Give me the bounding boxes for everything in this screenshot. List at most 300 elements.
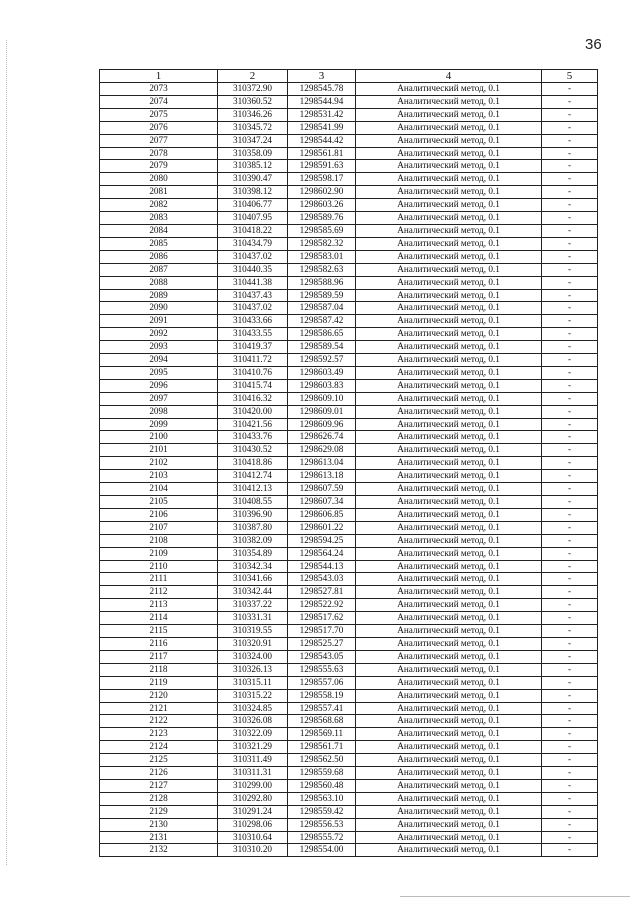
point-number-cell: 2113 — [100, 599, 218, 612]
method-cell: Аналитический метод, 0.1 — [356, 263, 542, 276]
point-number-cell: 2080 — [100, 173, 218, 186]
x-coordinate-cell: 310437.43 — [218, 289, 288, 302]
column-header-1: 1 — [100, 70, 218, 83]
point-number-cell: 2101 — [100, 444, 218, 457]
column-header-3: 3 — [288, 70, 356, 83]
method-cell: Аналитический метод, 0.1 — [356, 754, 542, 767]
y-coordinate-cell: 1298629.08 — [288, 444, 356, 457]
method-cell: Аналитический метод, 0.1 — [356, 663, 542, 676]
x-coordinate-cell: 310433.55 — [218, 328, 288, 341]
method-cell: Аналитический метод, 0.1 — [356, 470, 542, 483]
point-number-cell: 2081 — [100, 186, 218, 199]
x-coordinate-cell: 310408.55 — [218, 496, 288, 509]
method-cell: Аналитический метод, 0.1 — [356, 547, 542, 560]
note-cell: - — [542, 237, 598, 250]
table-row — [100, 779, 598, 792]
point-number-cell: 2077 — [100, 134, 218, 147]
note-cell: - — [542, 470, 598, 483]
x-coordinate-cell: 310415.74 — [218, 379, 288, 392]
table-row — [100, 328, 598, 341]
point-number-cell: 2105 — [100, 496, 218, 509]
method-cell: Аналитический метод, 0.1 — [356, 483, 542, 496]
x-coordinate-cell: 310418.22 — [218, 224, 288, 237]
point-number-cell: 2123 — [100, 728, 218, 741]
table-row — [100, 586, 598, 599]
note-cell: - — [542, 199, 598, 212]
table-row — [100, 805, 598, 818]
method-cell: Аналитический метод, 0.1 — [356, 379, 542, 392]
note-cell: - — [542, 534, 598, 547]
table-row — [100, 444, 598, 457]
note-cell: - — [542, 83, 598, 96]
note-cell: - — [542, 379, 598, 392]
point-number-cell: 2126 — [100, 767, 218, 780]
y-coordinate-cell: 1298603.26 — [288, 199, 356, 212]
x-coordinate-cell: 310411.72 — [218, 354, 288, 367]
point-number-cell: 2118 — [100, 663, 218, 676]
y-coordinate-cell: 1298602.90 — [288, 186, 356, 199]
y-coordinate-cell: 1298517.70 — [288, 625, 356, 638]
y-coordinate-cell: 1298554.00 — [288, 844, 356, 857]
point-number-cell: 2097 — [100, 392, 218, 405]
point-number-cell: 2092 — [100, 328, 218, 341]
note-cell: - — [542, 186, 598, 199]
x-coordinate-cell: 310311.49 — [218, 754, 288, 767]
note-cell: - — [542, 392, 598, 405]
method-cell: Аналитический метод, 0.1 — [356, 741, 542, 754]
x-coordinate-cell: 310390.47 — [218, 173, 288, 186]
point-number-cell: 2109 — [100, 547, 218, 560]
method-cell: Аналитический метод, 0.1 — [356, 250, 542, 263]
point-number-cell: 2078 — [100, 147, 218, 160]
point-number-cell: 2112 — [100, 586, 218, 599]
note-cell: - — [542, 612, 598, 625]
x-coordinate-cell: 310437.02 — [218, 302, 288, 315]
point-number-cell: 2107 — [100, 521, 218, 534]
method-cell: Аналитический метод, 0.1 — [356, 676, 542, 689]
table-row — [100, 121, 598, 134]
point-number-cell: 2096 — [100, 379, 218, 392]
point-number-cell: 2115 — [100, 625, 218, 638]
point-number-cell: 2129 — [100, 805, 218, 818]
x-coordinate-cell: 310310.64 — [218, 831, 288, 844]
y-coordinate-cell: 1298606.85 — [288, 508, 356, 521]
x-coordinate-cell: 310311.31 — [218, 767, 288, 780]
table-row — [100, 224, 598, 237]
table-row — [100, 263, 598, 276]
method-cell: Аналитический метод, 0.1 — [356, 805, 542, 818]
y-coordinate-cell: 1298544.13 — [288, 560, 356, 573]
point-number-cell: 2108 — [100, 534, 218, 547]
y-coordinate-cell: 1298603.83 — [288, 379, 356, 392]
point-number-cell: 2099 — [100, 418, 218, 431]
y-coordinate-cell: 1298555.72 — [288, 831, 356, 844]
table-row — [100, 470, 598, 483]
table-row — [100, 95, 598, 108]
point-number-cell: 2085 — [100, 237, 218, 250]
table-row — [100, 676, 598, 689]
table-row — [100, 715, 598, 728]
y-coordinate-cell: 1298589.59 — [288, 289, 356, 302]
y-coordinate-cell: 1298531.42 — [288, 108, 356, 121]
x-coordinate-cell: 310324.00 — [218, 650, 288, 663]
note-cell: - — [542, 715, 598, 728]
point-number-cell: 2103 — [100, 470, 218, 483]
y-coordinate-cell: 1298545.78 — [288, 83, 356, 96]
method-cell: Аналитический метод, 0.1 — [356, 354, 542, 367]
x-coordinate-cell: 310387.80 — [218, 521, 288, 534]
y-coordinate-cell: 1298559.42 — [288, 805, 356, 818]
y-coordinate-cell: 1298562.50 — [288, 754, 356, 767]
method-cell: Аналитический метод, 0.1 — [356, 534, 542, 547]
table-row — [100, 199, 598, 212]
point-number-cell: 2083 — [100, 212, 218, 225]
x-coordinate-cell: 310341.66 — [218, 573, 288, 586]
point-number-cell: 2110 — [100, 560, 218, 573]
y-coordinate-cell: 1298607.34 — [288, 496, 356, 509]
note-cell: - — [542, 586, 598, 599]
y-coordinate-cell: 1298583.01 — [288, 250, 356, 263]
y-coordinate-cell: 1298563.10 — [288, 792, 356, 805]
y-coordinate-cell: 1298527.81 — [288, 586, 356, 599]
x-coordinate-cell: 310434.79 — [218, 237, 288, 250]
point-number-cell: 2128 — [100, 792, 218, 805]
x-coordinate-cell: 310326.08 — [218, 715, 288, 728]
x-coordinate-cell: 310324.85 — [218, 702, 288, 715]
point-number-cell: 2102 — [100, 457, 218, 470]
x-coordinate-cell: 310322.09 — [218, 728, 288, 741]
point-number-cell: 2073 — [100, 83, 218, 96]
method-cell: Аналитический метод, 0.1 — [356, 302, 542, 315]
method-cell: Аналитический метод, 0.1 — [356, 328, 542, 341]
table-row — [100, 728, 598, 741]
x-coordinate-cell: 310382.09 — [218, 534, 288, 547]
point-number-cell: 2086 — [100, 250, 218, 263]
point-number-cell: 2131 — [100, 831, 218, 844]
y-coordinate-cell: 1298558.19 — [288, 689, 356, 702]
note-cell: - — [542, 263, 598, 276]
note-cell: - — [542, 328, 598, 341]
column-header-2: 2 — [218, 70, 288, 83]
y-coordinate-cell: 1298589.54 — [288, 341, 356, 354]
point-number-cell: 2122 — [100, 715, 218, 728]
table-row — [100, 276, 598, 289]
table-row — [100, 508, 598, 521]
y-coordinate-cell: 1298544.94 — [288, 95, 356, 108]
method-cell: Аналитический метод, 0.1 — [356, 405, 542, 418]
point-number-cell: 2111 — [100, 573, 218, 586]
point-number-cell: 2074 — [100, 95, 218, 108]
table-row — [100, 173, 598, 186]
table-row — [100, 392, 598, 405]
table-row — [100, 663, 598, 676]
point-number-cell: 2130 — [100, 818, 218, 831]
point-number-cell: 2106 — [100, 508, 218, 521]
x-coordinate-cell: 310346.26 — [218, 108, 288, 121]
method-cell: Аналитический метод, 0.1 — [356, 199, 542, 212]
table-row — [100, 818, 598, 831]
point-number-cell: 2090 — [100, 302, 218, 315]
y-coordinate-cell: 1298592.57 — [288, 354, 356, 367]
point-number-cell: 2079 — [100, 160, 218, 173]
column-header-4: 4 — [356, 70, 542, 83]
method-cell: Аналитический метод, 0.1 — [356, 457, 542, 470]
note-cell: - — [542, 754, 598, 767]
y-coordinate-cell: 1298561.71 — [288, 741, 356, 754]
y-coordinate-cell: 1298557.41 — [288, 702, 356, 715]
y-coordinate-cell: 1298582.32 — [288, 237, 356, 250]
y-coordinate-cell: 1298603.49 — [288, 366, 356, 379]
table-row — [100, 831, 598, 844]
method-cell: Аналитический метод, 0.1 — [356, 392, 542, 405]
note-cell: - — [542, 276, 598, 289]
point-number-cell: 2093 — [100, 341, 218, 354]
y-coordinate-cell: 1298609.01 — [288, 405, 356, 418]
x-coordinate-cell: 310331.31 — [218, 612, 288, 625]
x-coordinate-cell: 310345.72 — [218, 121, 288, 134]
y-coordinate-cell: 1298541.99 — [288, 121, 356, 134]
method-cell: Аналитический метод, 0.1 — [356, 418, 542, 431]
x-coordinate-cell: 310441.38 — [218, 276, 288, 289]
x-coordinate-cell: 310326.13 — [218, 663, 288, 676]
table-row — [100, 573, 598, 586]
note-cell: - — [542, 121, 598, 134]
note-cell: - — [542, 508, 598, 521]
y-coordinate-cell: 1298560.48 — [288, 779, 356, 792]
y-coordinate-cell: 1298586.65 — [288, 328, 356, 341]
table-row — [100, 457, 598, 470]
note-cell: - — [542, 818, 598, 831]
y-coordinate-cell: 1298582.63 — [288, 263, 356, 276]
method-cell: Аналитический метод, 0.1 — [356, 315, 542, 328]
x-coordinate-cell: 310406.77 — [218, 199, 288, 212]
point-number-cell: 2100 — [100, 431, 218, 444]
table-row — [100, 108, 598, 121]
point-number-cell: 2119 — [100, 676, 218, 689]
x-coordinate-cell: 310430.52 — [218, 444, 288, 457]
table-row — [100, 496, 598, 509]
note-cell: - — [542, 676, 598, 689]
note-cell: - — [542, 173, 598, 186]
table-row — [100, 754, 598, 767]
note-cell: - — [542, 366, 598, 379]
note-cell: - — [542, 212, 598, 225]
table-row — [100, 354, 598, 367]
table-row — [100, 83, 598, 96]
method-cell: Аналитический метод, 0.1 — [356, 341, 542, 354]
x-coordinate-cell: 310342.34 — [218, 560, 288, 573]
method-cell: Аналитический метод, 0.1 — [356, 237, 542, 250]
y-coordinate-cell: 1298609.10 — [288, 392, 356, 405]
note-cell: - — [542, 108, 598, 121]
method-cell: Аналитический метод, 0.1 — [356, 792, 542, 805]
table-row — [100, 379, 598, 392]
y-coordinate-cell: 1298626.74 — [288, 431, 356, 444]
method-cell: Аналитический метод, 0.1 — [356, 121, 542, 134]
table-row — [100, 689, 598, 702]
y-coordinate-cell: 1298522.92 — [288, 599, 356, 612]
y-coordinate-cell: 1298525.27 — [288, 637, 356, 650]
method-cell: Аналитический метод, 0.1 — [356, 173, 542, 186]
method-cell: Аналитический метод, 0.1 — [356, 366, 542, 379]
table-row — [100, 237, 598, 250]
note-cell: - — [542, 95, 598, 108]
point-number-cell: 2091 — [100, 315, 218, 328]
table-row — [100, 650, 598, 663]
note-cell: - — [542, 831, 598, 844]
note-cell: - — [542, 521, 598, 534]
y-coordinate-cell: 1298588.96 — [288, 276, 356, 289]
note-cell: - — [542, 547, 598, 560]
x-coordinate-cell: 310372.90 — [218, 83, 288, 96]
x-coordinate-cell: 310337.22 — [218, 599, 288, 612]
note-cell: - — [542, 728, 598, 741]
method-cell: Аналитический метод, 0.1 — [356, 779, 542, 792]
note-cell: - — [542, 637, 598, 650]
table-row — [100, 302, 598, 315]
note-cell: - — [542, 354, 598, 367]
column-header-5: 5 — [542, 70, 598, 83]
y-coordinate-cell: 1298591.63 — [288, 160, 356, 173]
x-coordinate-cell: 310437.02 — [218, 250, 288, 263]
x-coordinate-cell: 310319.55 — [218, 625, 288, 638]
x-coordinate-cell: 310342.44 — [218, 586, 288, 599]
note-cell: - — [542, 444, 598, 457]
method-cell: Аналитический метод, 0.1 — [356, 715, 542, 728]
method-cell: Аналитический метод, 0.1 — [356, 160, 542, 173]
note-cell: - — [542, 147, 598, 160]
page-edge-mark — [6, 40, 7, 865]
y-coordinate-cell: 1298561.81 — [288, 147, 356, 160]
note-cell: - — [542, 341, 598, 354]
x-coordinate-cell: 310347.24 — [218, 134, 288, 147]
table-row — [100, 147, 598, 160]
x-coordinate-cell: 310320.91 — [218, 637, 288, 650]
x-coordinate-cell: 310398.12 — [218, 186, 288, 199]
note-cell: - — [542, 599, 598, 612]
x-coordinate-cell: 310412.13 — [218, 483, 288, 496]
note-cell: - — [542, 250, 598, 263]
method-cell: Аналитический метод, 0.1 — [356, 496, 542, 509]
table-row — [100, 341, 598, 354]
table-row — [100, 250, 598, 263]
note-cell: - — [542, 767, 598, 780]
method-cell: Аналитический метод, 0.1 — [356, 586, 542, 599]
point-number-cell: 2125 — [100, 754, 218, 767]
method-cell: Аналитический метод, 0.1 — [356, 573, 542, 586]
note-cell: - — [542, 625, 598, 638]
table-row — [100, 534, 598, 547]
method-cell: Аналитический метод, 0.1 — [356, 108, 542, 121]
method-cell: Аналитический метод, 0.1 — [356, 767, 542, 780]
y-coordinate-cell: 1298557.06 — [288, 676, 356, 689]
note-cell: - — [542, 560, 598, 573]
x-coordinate-cell: 310358.09 — [218, 147, 288, 160]
x-coordinate-cell: 310421.56 — [218, 418, 288, 431]
x-coordinate-cell: 310321.29 — [218, 741, 288, 754]
y-coordinate-cell: 1298607.59 — [288, 483, 356, 496]
header-row — [100, 70, 598, 83]
y-coordinate-cell: 1298544.42 — [288, 134, 356, 147]
table-row — [100, 315, 598, 328]
x-coordinate-cell: 310360.52 — [218, 95, 288, 108]
x-coordinate-cell: 310385.12 — [218, 160, 288, 173]
table-row — [100, 521, 598, 534]
method-cell: Аналитический метод, 0.1 — [356, 431, 542, 444]
method-cell: Аналитический метод, 0.1 — [356, 728, 542, 741]
point-number-cell: 2075 — [100, 108, 218, 121]
method-cell: Аналитический метод, 0.1 — [356, 844, 542, 857]
note-cell: - — [542, 224, 598, 237]
method-cell: Аналитический метод, 0.1 — [356, 147, 542, 160]
point-number-cell: 2120 — [100, 689, 218, 702]
y-coordinate-cell: 1298601.22 — [288, 521, 356, 534]
x-coordinate-cell: 310407.95 — [218, 212, 288, 225]
x-coordinate-cell: 310419.37 — [218, 341, 288, 354]
table-row — [100, 160, 598, 173]
point-number-cell: 2098 — [100, 405, 218, 418]
point-number-cell: 2104 — [100, 483, 218, 496]
note-cell: - — [542, 289, 598, 302]
y-coordinate-cell: 1298543.03 — [288, 573, 356, 586]
x-coordinate-cell: 310410.76 — [218, 366, 288, 379]
point-number-cell: 2127 — [100, 779, 218, 792]
table-row — [100, 741, 598, 754]
table-body — [100, 83, 598, 857]
point-number-cell: 2084 — [100, 224, 218, 237]
x-coordinate-cell: 310418.86 — [218, 457, 288, 470]
point-number-cell: 2095 — [100, 366, 218, 379]
table-row — [100, 702, 598, 715]
y-coordinate-cell: 1298587.42 — [288, 315, 356, 328]
note-cell: - — [542, 689, 598, 702]
table-row — [100, 134, 598, 147]
method-cell: Аналитический метод, 0.1 — [356, 560, 542, 573]
method-cell: Аналитический метод, 0.1 — [356, 818, 542, 831]
x-coordinate-cell: 310433.76 — [218, 431, 288, 444]
y-coordinate-cell: 1298585.69 — [288, 224, 356, 237]
method-cell: Аналитический метод, 0.1 — [356, 599, 542, 612]
table-row — [100, 405, 598, 418]
point-number-cell: 2087 — [100, 263, 218, 276]
table-row — [100, 418, 598, 431]
y-coordinate-cell: 1298564.24 — [288, 547, 356, 560]
note-cell: - — [542, 844, 598, 857]
table-row — [100, 599, 598, 612]
y-coordinate-cell: 1298587.04 — [288, 302, 356, 315]
method-cell: Аналитический метод, 0.1 — [356, 689, 542, 702]
point-number-cell: 2089 — [100, 289, 218, 302]
method-cell: Аналитический метод, 0.1 — [356, 444, 542, 457]
method-cell: Аналитический метод, 0.1 — [356, 702, 542, 715]
point-number-cell: 2082 — [100, 199, 218, 212]
note-cell: - — [542, 483, 598, 496]
y-coordinate-cell: 1298569.11 — [288, 728, 356, 741]
y-coordinate-cell: 1298543.05 — [288, 650, 356, 663]
method-cell: Аналитический метод, 0.1 — [356, 83, 542, 96]
y-coordinate-cell: 1298613.18 — [288, 470, 356, 483]
table-row — [100, 431, 598, 444]
note-cell: - — [542, 779, 598, 792]
x-coordinate-cell: 310299.00 — [218, 779, 288, 792]
x-coordinate-cell: 310315.22 — [218, 689, 288, 702]
table-header — [100, 70, 598, 83]
x-coordinate-cell: 310315.11 — [218, 676, 288, 689]
table-row — [100, 366, 598, 379]
x-coordinate-cell: 310292.80 — [218, 792, 288, 805]
table-row — [100, 212, 598, 225]
method-cell: Аналитический метод, 0.1 — [356, 637, 542, 650]
